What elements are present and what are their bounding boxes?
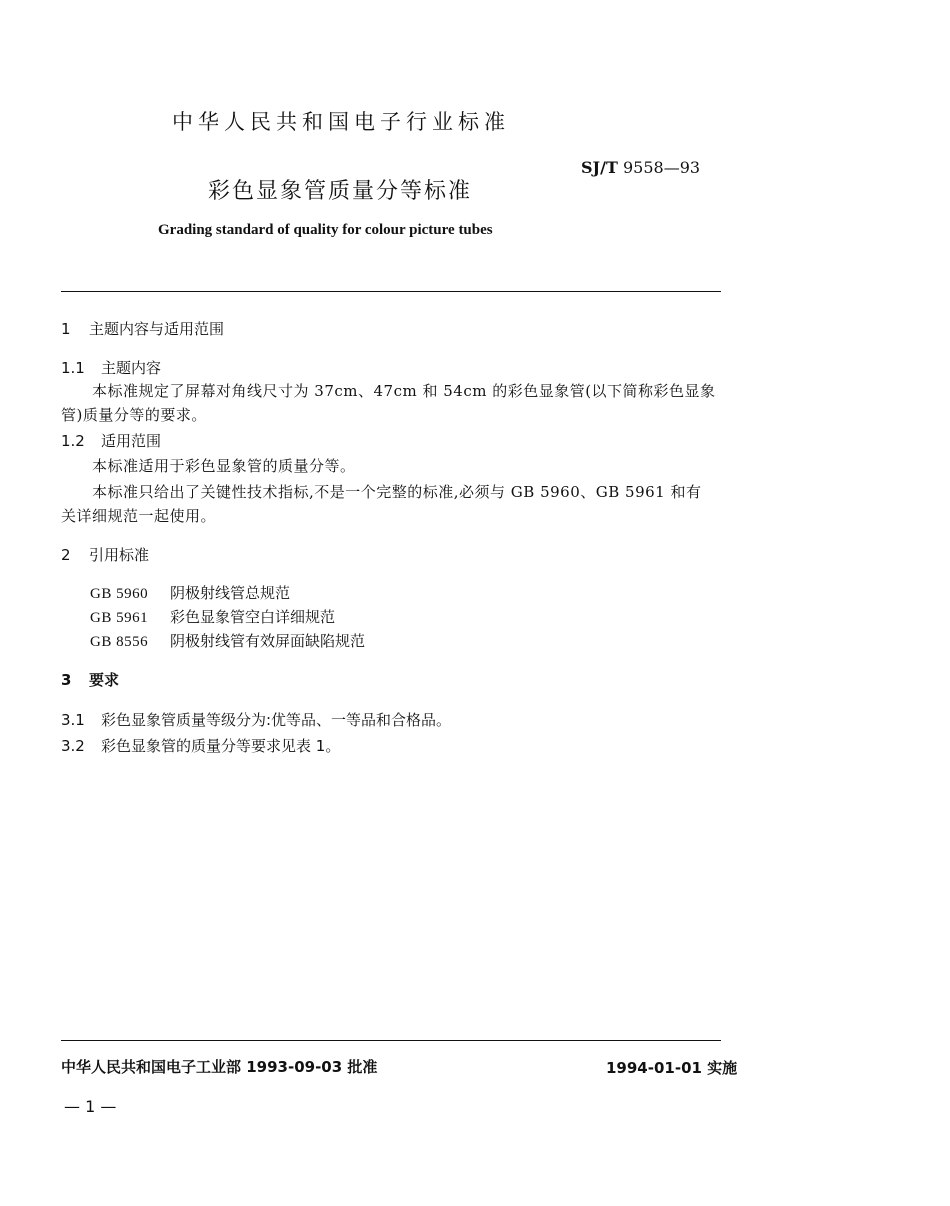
reference-item xyxy=(90,582,365,606)
page-number: — 1 — xyxy=(64,1097,117,1116)
section-title: 适用范围 xyxy=(101,432,162,450)
section-3-heading xyxy=(61,669,119,690)
reference-code: GB 5960 xyxy=(90,586,149,602)
section-title: 主题内容与适用范围 xyxy=(89,320,225,338)
section-number: 2 xyxy=(61,546,71,564)
reference-item xyxy=(90,630,365,654)
reference-item xyxy=(90,606,365,630)
effective-date: 1994-01-01 实施 xyxy=(606,1059,738,1077)
section-number: 1 xyxy=(61,320,71,338)
standard-code-number: 9558—93 xyxy=(622,158,701,177)
clause-text: 彩色显象管的质量分等要求见表 1。 xyxy=(101,737,341,755)
standard-code xyxy=(581,158,700,177)
standard-code-prefix: SJ/T xyxy=(581,158,618,177)
reference-name: 阴极射线管总规范 xyxy=(170,584,291,602)
paragraph-line: 关详细规范一起使用。 xyxy=(61,507,217,525)
paragraph-line: 本标准规定了屏幕对角线尺寸为 37cm、47cm 和 54cm 的彩色显象管(以下简称彩色显象 xyxy=(92,382,716,400)
paragraph-line: 本标准只给出了关键性技术指标,不是一个完整的标准,必须与 GB 5960、GB 5961 和有 xyxy=(92,483,702,501)
issuing-authority: 中华人民共和国电子行业标准 xyxy=(172,110,510,134)
reference-code: GB 5961 xyxy=(90,610,149,626)
footer-divider xyxy=(61,1040,721,1041)
header-divider xyxy=(61,291,721,292)
section-title: 引用标准 xyxy=(89,546,150,564)
section-1-2-heading xyxy=(61,430,161,451)
clause-3-2 xyxy=(61,735,340,756)
title-english: Grading standard of quality for colour picture tubes xyxy=(158,222,493,238)
reference-list xyxy=(90,582,365,654)
reference-code: GB 8556 xyxy=(90,634,149,650)
section-1-1-heading xyxy=(61,357,161,378)
clause-number: 3.2 xyxy=(61,737,85,755)
clause-text: 彩色显象管质量等级分为:优等品、一等品和合格品。 xyxy=(101,711,452,729)
approval-info: 中华人民共和国电子工业部 1993-09-03 批准 xyxy=(61,1058,378,1076)
paragraph-line: 管)质量分等的要求。 xyxy=(61,406,207,424)
section-number: 3 xyxy=(61,671,72,689)
section-2-heading xyxy=(61,544,149,565)
section-title: 主题内容 xyxy=(101,359,162,377)
reference-name: 阴极射线管有效屏面缺陷规范 xyxy=(170,632,366,650)
reference-name: 彩色显象管空白详细规范 xyxy=(170,608,336,626)
paragraph-line: 本标准适用于彩色显象管的质量分等。 xyxy=(92,457,356,475)
section-number: 1.2 xyxy=(61,432,85,450)
clause-number: 3.1 xyxy=(61,711,85,729)
title-chinese: 彩色显象管质量分等标准 xyxy=(208,179,473,204)
section-1-heading xyxy=(61,318,224,339)
section-title: 要求 xyxy=(89,671,120,689)
clause-3-1 xyxy=(61,709,451,730)
section-number: 1.1 xyxy=(61,359,85,377)
